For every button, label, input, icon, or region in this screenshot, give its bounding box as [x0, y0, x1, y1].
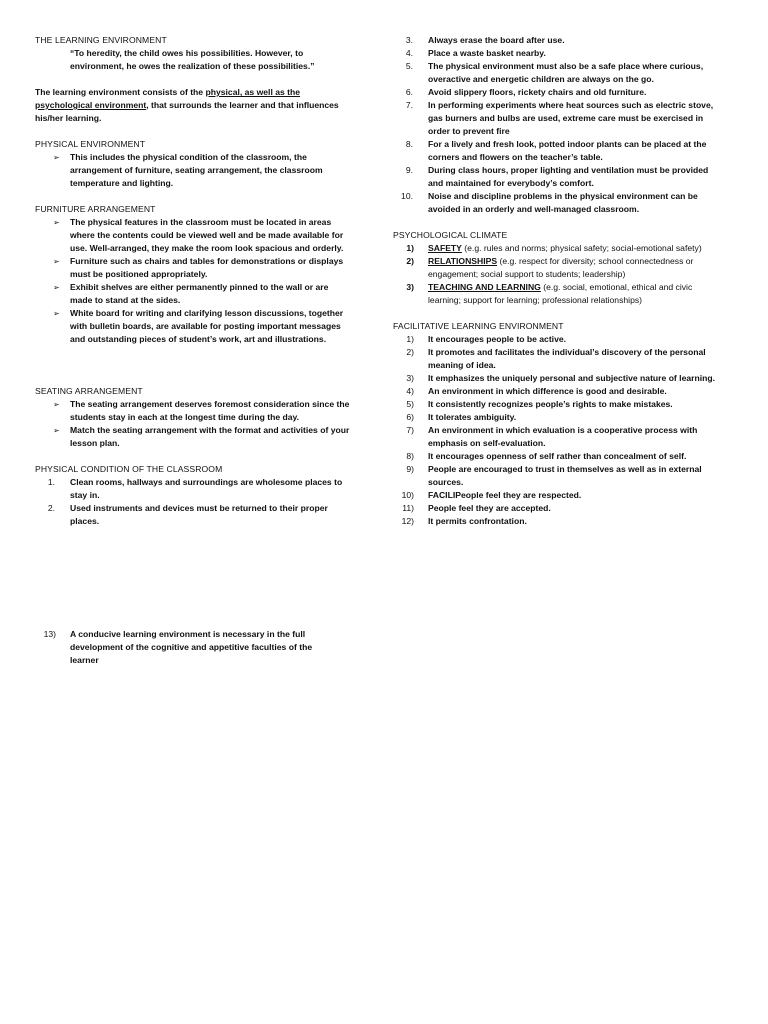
physical-environment-heading: PHYSICAL ENVIRONMENT [35, 139, 146, 149]
list-item: 9) People are encouraged to trust in themselves as well as in external sources. [393, 463, 725, 489]
list-item: 8. For a lively and fresh look, potted indoor plants can be placed at the corners and flowers on the teacher’s table. [393, 138, 725, 164]
arrow-bullet-icon: ➢ [53, 400, 60, 409]
list-item: 1) It encourages people to be active. [393, 333, 725, 346]
list-item: 1. Clean rooms, hallways and surroundings are wholesome places to stay in. [35, 476, 353, 502]
item-number: 12) [401, 516, 414, 526]
list-item: 5) It consistently recognizes people’s rights to make mistakes. [393, 398, 725, 411]
item-number: 7. [405, 100, 413, 110]
list-item: ➢ Exhibit shelves are either permanently pinned to the wall or are made to stand at the sides. [35, 281, 353, 307]
item-number: 5. [405, 61, 413, 71]
item-number: 1) [406, 243, 414, 253]
item-number: 4. [405, 48, 413, 58]
list-item: ➢ The seating arrangement deserves foremost consideration since the students stay in each at the longest time during the day. [35, 398, 353, 424]
list-item: 11) People feel they are accepted. [393, 502, 725, 515]
item-number: 8. [405, 139, 413, 149]
arrow-bullet-icon: ➢ [53, 153, 60, 162]
list-item: ➢ The physical features in the classroom must be located in areas where the contents could be viewed well and be made available for use. Well-arranged, they make the room look spacious and orderly. [35, 216, 353, 255]
item-number: 6) [406, 412, 414, 422]
item-number: 5) [406, 399, 414, 409]
item-number: 3) [406, 282, 414, 292]
item-number: 1) [406, 334, 414, 344]
list-item: 12) It permits confrontation. [393, 515, 725, 528]
list-item: ➢ Furniture such as chairs and tables for demonstrations or displays must be positioned appropriately. [35, 255, 353, 281]
intro-paragraph: The learning environment consists of the physical, as well as the psychological environment, that surrounds the learner and that influences his/her learning. [35, 87, 339, 123]
list-item: 8) It encourages openness of self rather than concealment of self. [393, 450, 725, 463]
item-number: 11) [402, 503, 414, 513]
list-item: 2) It promotes and facilitates the individual’s discovery of the personal meaning of idea. [393, 346, 725, 372]
item-number: 9) [406, 464, 414, 474]
list-item: 7. In performing experiments where heat sources such as electric stove, gas burners and bulbs are used, extreme care must be exercised in order to prevent fire [393, 99, 725, 138]
list-item: 9. During class hours, proper lighting and ventilation must be provided and maintained for everybody’s comfort. [393, 164, 725, 190]
arrow-bullet-icon: ➢ [53, 257, 60, 266]
item-number: 10) [401, 490, 414, 500]
arrow-bullet-icon: ➢ [53, 426, 60, 435]
item-number: 2) [406, 256, 414, 266]
seating-arrangement-heading: SEATING ARRANGEMENT [35, 386, 143, 396]
list-item: 4. Place a waste basket nearby. [393, 47, 725, 60]
item-number: 10. [401, 191, 413, 201]
list-item: 13) A conducive learning environment is necessary in the full development of the cognitive and appetitive faculties of the learner [35, 628, 335, 667]
physical-condition-heading: PHYSICAL CONDITION OF THE CLASSROOM [35, 464, 223, 474]
list-item: 5. The physical environment must also be a safe place where curious, overactive and energetic children are always on the go. [393, 60, 725, 86]
arrow-bullet-icon: ➢ [53, 218, 60, 227]
arrow-bullet-icon: ➢ [53, 309, 60, 318]
item-number: 1. [47, 477, 55, 487]
furniture-arrangement-heading: FURNITURE ARRANGEMENT [35, 204, 156, 214]
item-number: 3) [406, 373, 414, 383]
list-item: ➢ White board for writing and clarifying lesson discussions, together with bulletin boards, are available for posting important messages and outstanding pieces of student’s work, art and illustrations. [35, 307, 353, 346]
list-item: 1) SAFETY (e.g. rules and norms; physical safety; social-emotional safety) [393, 242, 725, 255]
list-item: 6. Avoid slippery floors, rickety chairs and old furniture. [393, 86, 725, 99]
list-item: 7) An environment in which evaluation is a cooperative process with emphasis on self-evaluation. [393, 424, 725, 450]
item-number: 4) [406, 386, 414, 396]
heredity-quote: “To heredity, the child owes his possibilities. However, to environment, he owes the realization of these possibilities.” [70, 48, 315, 71]
facilitative-environment-heading: FACILITATIVE LEARNING ENVIRONMENT [393, 321, 564, 331]
item-number: 9. [405, 165, 413, 175]
list-item: 2) RELATIONSHIPS (e.g. respect for diversity; school connectedness or engagement; social support to students; leadership) [393, 255, 725, 281]
list-item: 6) It tolerates ambiguity. [393, 411, 725, 424]
item-number: 8) [406, 451, 414, 461]
list-item: 10) FACILIPeople feel they are respected. [393, 489, 725, 502]
psychological-climate-heading: PSYCHOLOGICAL CLIMATE [393, 230, 508, 240]
list-item: 10. Noise and discipline problems in the physical environment can be avoided in an orderly and well-managed classroom. [393, 190, 725, 216]
list-item: 3) It emphasizes the uniquely personal and subjective nature of learning. [393, 372, 725, 385]
item-number: 13) [43, 629, 56, 639]
item-number: 6. [405, 87, 413, 97]
item-number: 7) [406, 425, 414, 435]
list-item: 3) TEACHING AND LEARNING (e.g. social, emotional, ethical and civic learning; support for learning; professional relationships) [393, 281, 725, 307]
left-column [35, 34, 353, 528]
right-column [393, 34, 725, 528]
list-item: 2. Used instruments and devices must be returned to their proper places. [35, 502, 353, 528]
document-title: THE LEARNING ENVIRONMENT [35, 35, 167, 45]
arrow-bullet-icon: ➢ [53, 283, 60, 292]
list-item: 3. Always erase the board after use. [393, 34, 725, 47]
item-number: 2) [406, 347, 414, 357]
list-item: ➢ This includes the physical condition of the classroom, the arrangement of furniture, seating arrangement, the classroom temperature and lighting. [35, 151, 353, 190]
list-item: 4) An environment in which difference is good and desirable. [393, 385, 725, 398]
list-item: ➢ Match the seating arrangement with the format and activities of your lesson plan. [35, 424, 353, 450]
item-number: 3. [405, 35, 413, 45]
item-number: 2. [47, 503, 55, 513]
conclusion-item [35, 628, 335, 667]
intro-emphasis: physical, as well as the psychological environment [35, 87, 301, 110]
